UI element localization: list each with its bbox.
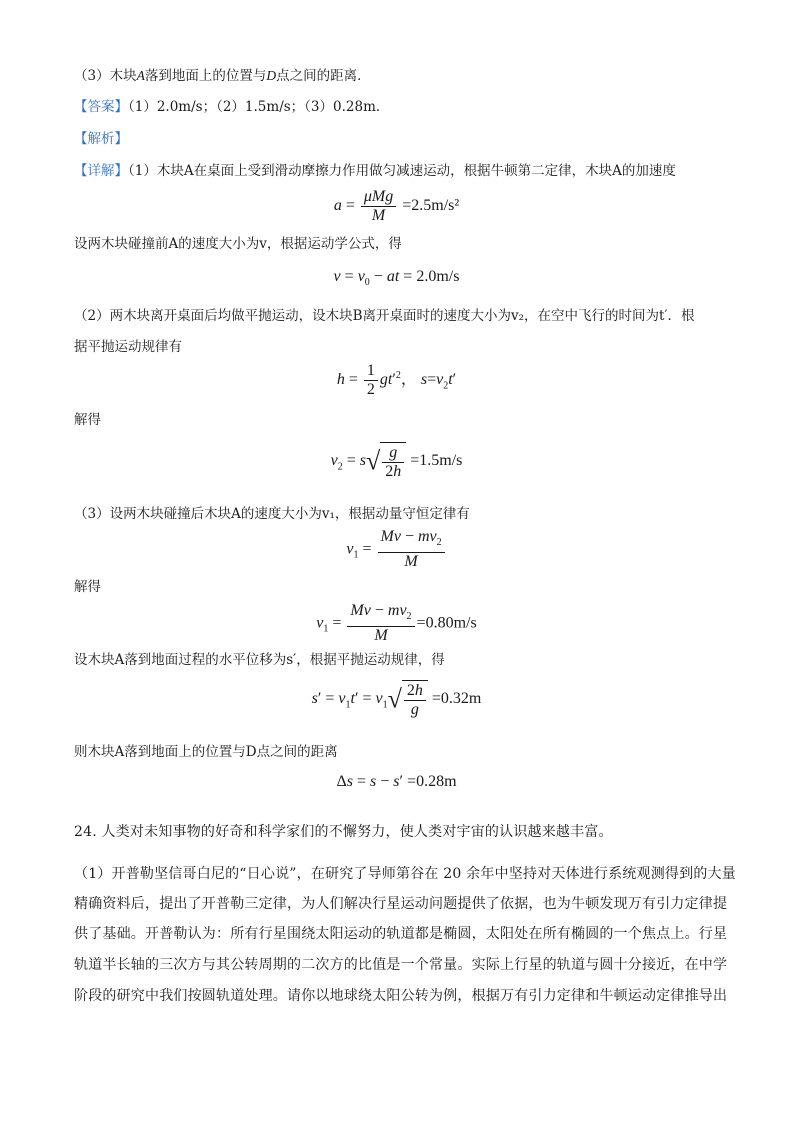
equation-acceleration: a = $\frac{\text{μMg}}{M}$ =2.5m/s² xyxy=(333,188,460,224)
eq2-result: 2.0m/s xyxy=(416,268,460,285)
detail-paragraph-1 xyxy=(74,161,724,181)
answer-line xyxy=(74,97,724,117)
solve-label-2: 解得 xyxy=(74,579,101,595)
paragraph-2-line-1: （2）两木块离开桌面后均做平抛运动，设木块B离开桌面时的速度大小为v₂，在空中飞行的时间为t′．根 xyxy=(74,308,695,324)
q24-p1-line-1: （1）开普勒坚信哥白尼的“日心说”，在研究了导师第谷在 20 余年中坚持对天体进行系统观测得到的大量 xyxy=(74,866,736,882)
question-3-line: （3）木块A落到地面上的位置与D点之间的距离． xyxy=(74,68,371,84)
answer-label: 【答案】 xyxy=(74,99,128,115)
equation-projectile: h = $\frac{1}{2}$ $gt'^2$， $s=v_2t'$ xyxy=(336,362,457,398)
paragraph-2-line-2: 据平抛运动规律有 xyxy=(74,339,182,355)
equation-distance: Δs = s − s′ =0.28m xyxy=(336,773,457,790)
q3-end: 点之间的距离． xyxy=(276,68,371,84)
answer-text: （1）2.0m/s；（2）1.5m/s；（3）0.28m． xyxy=(128,99,390,115)
detail-p1-text: （1）木块A在桌面上受到滑动摩擦力作用做匀减速运动，根据牛顿第二定律，木块A的加速度 xyxy=(128,163,676,179)
q24-p1-line-4: 轨道半长轴的三次方与其公转周期的二次方的比值是一个常量。实际上行星的轨道与圆十分接近，在中学 xyxy=(74,957,728,973)
eq8-result: 0.28m xyxy=(416,773,457,790)
q3-intro: （3）木块 xyxy=(74,68,137,84)
q24-p1-line-2: 精确资料后，提出了开普勒三定律，为人们解决行星运动问题提供了依据，也为牛顿发现万有引力定律提 xyxy=(74,896,728,912)
analysis-label: 【解析】 xyxy=(74,131,128,147)
eq1-result: 2.5m/s² xyxy=(411,197,460,215)
paragraph-3b-line: 设木块A落到地面过程的水平位移为s′，根据平抛运动规律，得 xyxy=(74,652,445,668)
eq7-result: 0.32m xyxy=(440,690,482,708)
paragraph-3-line: （3）设两木块碰撞后木块A的速度大小为v₁，根据动量守恒定律有 xyxy=(74,506,470,522)
eq4-result: 1.5m/s xyxy=(419,452,463,470)
equation-v1-result: $v_1$ = $\frac{Mv - mv_2}{M}$ =0.80m/s xyxy=(316,602,477,645)
paragraph-3c-line: 则木块A落到地面上的位置与D点之间的距离 xyxy=(74,744,338,760)
equation-velocity: $v = v_0$ − at = 2.0m/s xyxy=(333,268,460,289)
question-24-title: 24. 人类对未知事物的好奇和科学家们的不懈努力，使人类对宇宙的认识越来越丰富。 xyxy=(74,824,613,840)
q24-p1-line-3: 供了基础。开普勒认为：所有行星围绕太阳运动的轨道都是椭圆，太阳处在所有椭圆的一个焦点上。行星 xyxy=(74,926,728,942)
equation-v2: $v_2 = s√$ $\frac{g}{2h}$ =1.5m/s xyxy=(330,444,463,480)
solve-label-1: 解得 xyxy=(74,412,101,428)
equation-displacement: $s' = v_1t' = v_1√$ $\frac{2h}{g}$ =0.32m xyxy=(311,682,482,718)
equation-momentum: $v_1$ = $\frac{Mv - mv_2}{M}$ xyxy=(0,528,793,571)
velocity-intro-line: 设两木块碰撞前A的速度大小为v，根据运动学公式，得 xyxy=(74,236,402,252)
q3-rest: 落到地面上的位置与 xyxy=(144,68,267,84)
q24-p1-line-5: 阶段的研究中我们按圆轨道处理。请你以地球绕太阳公转为例，根据万有引力定律和牛顿运动定律推导出 xyxy=(74,988,728,1004)
detail-label: 【详解】 xyxy=(74,163,128,179)
eq6-result: 0.80m/s xyxy=(425,614,477,632)
